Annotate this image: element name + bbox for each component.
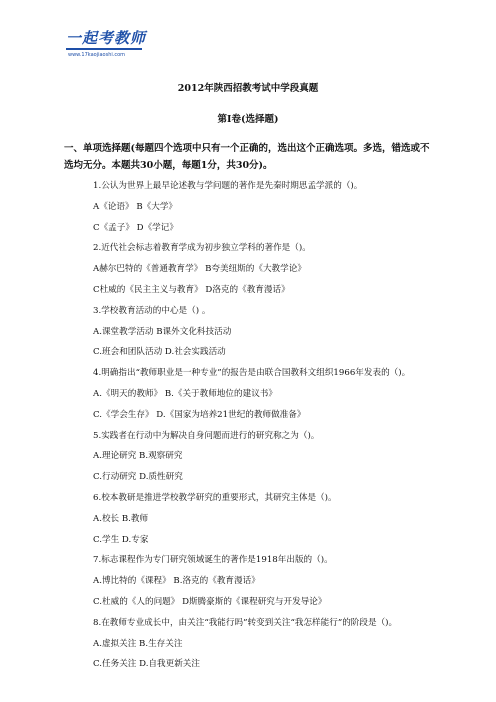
question-stem: 2.近代社会标志着教育学成为初步独立学科的著作是（)。 — [93, 243, 311, 254]
answer-options: C.行动研究 D.质性研究 — [93, 472, 183, 483]
section-heading: 一、单项选择题(每题四个选项中只有一个正确的，选出这个正确选项。多选，错选或不选均无分。本题共30小题，每题1分，共30分)。 — [64, 143, 430, 171]
answer-options: A.博比特的《课程》 B.洛克的《教育漫话》 — [93, 576, 260, 587]
question-stem: 7.标志课程作为专门研究领域诞生的著作是1918年出版的（)。 — [93, 555, 333, 566]
question-stem: 5.实践者在行动中为解决自身问题而进行的研究称之为（)。 — [93, 430, 320, 441]
part-title: 第Ⅰ卷(选择题) — [217, 114, 279, 125]
answer-options: C.《学会生存》 D.《国家为培养21世纪的教师做准备》 — [93, 409, 306, 420]
question-stem: 8.在教师专业成长中，由关注“我能行吗”转变到关注“我怎样能行”的阶段是（)。 — [93, 617, 398, 628]
question-stem: 6.校本教研是推进学校教学研究的重要形式，其研究主体是（)。 — [93, 493, 337, 503]
answer-options: C.杜威的《人的问题》 D斯腾豪斯的《课程研究与开发导论》 — [93, 597, 327, 607]
answer-options: C.学生 D.专家 — [93, 534, 149, 545]
answer-options: A.理论研究 B.观察研究 — [93, 451, 183, 462]
document-title: 2012年陕西招教考试中学段真题 — [177, 83, 319, 94]
logo-url: www.17kaojiaoshi.com — [68, 52, 126, 58]
logo — [66, 30, 156, 66]
answer-options: A《论语》 B《大学》 — [93, 201, 178, 212]
logo-underline — [66, 48, 142, 50]
answer-options: A.虚拟关注 B.生存关注 — [93, 638, 183, 649]
question-stem: 4.明确指出“教师职业是一种专业”的报告是由联合国教科文组织1966年发表的（)。 — [93, 368, 411, 379]
answer-options: C.班会和团队活动 D.社会实践活动 — [93, 347, 226, 358]
answer-options: A.校长 B.教师 — [93, 513, 149, 524]
answer-options: C杜威的《民主主义与教育》 D洛克的《教育漫话》 — [93, 285, 290, 295]
question-stem: 1.公认为世界上最早论述教与学问题的著作是先秦时期思孟学派的（)。 — [93, 181, 363, 191]
answer-options: C.任务关注 D.自我更新关注 — [93, 659, 200, 670]
answer-options: A赫尔巴特的《普通教育学》 B夸美纽斯的《大教学论》 — [93, 264, 306, 275]
answer-options: A.《明天的教师》 B.《关于教师地位的建议书》 — [93, 389, 277, 399]
answer-options: A.课堂教学活动 B课外文化科技活动 — [93, 326, 232, 337]
logo-name: 一起考教师 — [66, 29, 147, 47]
answer-options: C《孟子》 D《学记》 — [93, 222, 178, 233]
question-stem: 3.学校教育活动的中心是（) 。 — [93, 305, 211, 316]
